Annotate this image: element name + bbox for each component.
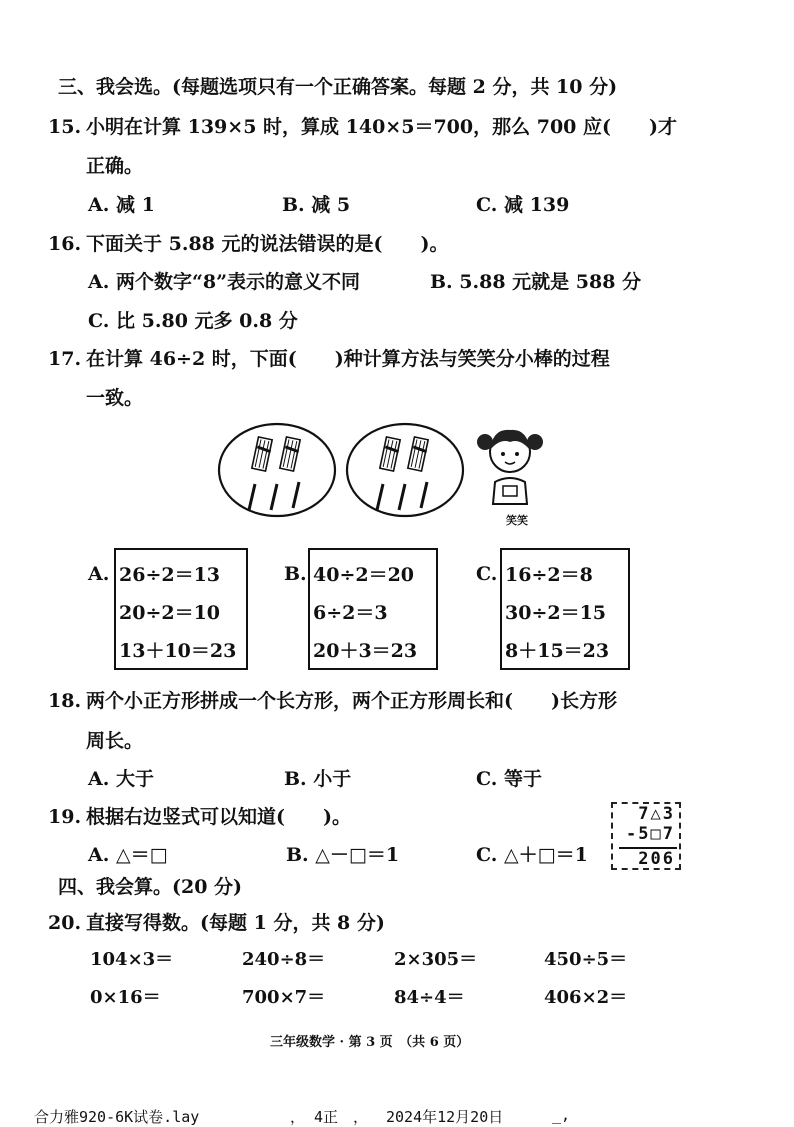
girl-label: 笑笑 bbox=[506, 514, 528, 527]
q17-b-line1: 40÷2＝20 bbox=[313, 564, 415, 586]
calc-item: 2×305＝ bbox=[394, 949, 478, 970]
q17-a-line3: 13＋10＝23 bbox=[119, 640, 237, 662]
single-stick-icon bbox=[399, 484, 405, 510]
vertical-row3: 206 bbox=[638, 849, 675, 869]
calc-item: 0×16＝ bbox=[90, 987, 161, 1008]
stick-bundle-icon bbox=[252, 437, 272, 471]
q17-b-line2: 6÷2＝3 bbox=[313, 602, 388, 624]
calc-item: 406×2＝ bbox=[544, 987, 628, 1008]
q15-number: 15. bbox=[48, 116, 82, 138]
q17-c-line2: 30÷2＝15 bbox=[505, 602, 607, 624]
page-footer: 三年级数学 · 第 3 页 （共 6 页） bbox=[270, 1035, 470, 1050]
calc-item: 240÷8＝ bbox=[242, 949, 326, 970]
stick-bundle-icon bbox=[280, 437, 300, 471]
stick-bundle-icon bbox=[408, 437, 428, 471]
q19-text: 根据右边竖式可以知道( )。 bbox=[86, 806, 351, 828]
calc-item: 104×3＝ bbox=[90, 949, 174, 970]
sticks-illustration bbox=[215, 420, 565, 520]
q15-line2: 正确。 bbox=[86, 155, 144, 177]
q17-b-line3: 20＋3＝23 bbox=[313, 640, 418, 662]
section3-title: 三、我会选。(每题选项只有一个正确答案。每题 2 分，共 10 分) bbox=[58, 76, 618, 98]
q15-option-b: B. 减 5 bbox=[282, 194, 351, 216]
print-mark: ， 4正 ， bbox=[290, 1108, 369, 1126]
q18-option-a: A. 大于 bbox=[88, 768, 154, 790]
q20-line bbox=[48, 908, 385, 935]
q17-option-b-box bbox=[308, 548, 438, 670]
q16-line bbox=[48, 229, 449, 256]
q18-option-b: B. 小于 bbox=[284, 768, 352, 790]
q16-option-a: A. 两个数字“8”表示的意义不同 bbox=[88, 271, 361, 293]
q19-option-b: B. △－□＝1 bbox=[286, 844, 400, 866]
q20-text: 直接写得数。(每题 1 分，共 8 分) bbox=[86, 912, 385, 934]
q19-option-c: C. △＋□＝1 bbox=[476, 844, 588, 866]
stick-bundle-icon bbox=[380, 437, 400, 471]
q15-option-c: C. 减 139 bbox=[476, 194, 570, 216]
q17-line2: 一致。 bbox=[86, 387, 144, 409]
q18-line2: 周长。 bbox=[86, 730, 144, 752]
right-circle-group bbox=[347, 424, 463, 516]
q17-number: 17. bbox=[48, 348, 82, 370]
q18-number: 18. bbox=[48, 690, 82, 712]
q16-text: 下面关于 5.88 元的说法错误的是( )。 bbox=[86, 233, 449, 255]
calc-item: 84÷4＝ bbox=[394, 987, 465, 1008]
left-circle-group bbox=[219, 424, 335, 516]
single-stick-icon bbox=[249, 484, 255, 510]
q17-option-a-label: A. bbox=[88, 563, 110, 585]
calc-item: 700×7＝ bbox=[242, 987, 326, 1008]
q17-c-line3: 8＋15＝23 bbox=[505, 640, 610, 662]
q19-line bbox=[48, 802, 351, 829]
q18-line1 bbox=[48, 686, 617, 713]
q17-line1 bbox=[48, 344, 610, 371]
print-filename: 合力雅920-6K试卷.lay bbox=[34, 1108, 200, 1126]
single-stick-icon bbox=[421, 482, 427, 508]
vertical-row1: 7△3 bbox=[638, 804, 675, 824]
q15-text: 小明在计算 139×5 时，算成 140×5＝700，那么 700 应( )才 bbox=[86, 116, 677, 138]
q16-option-c: C. 比 5.80 元多 0.8 分 bbox=[88, 310, 298, 332]
q16-number: 16. bbox=[48, 233, 82, 255]
section4-title: 四、我会算。(20 分) bbox=[58, 876, 243, 898]
single-stick-icon bbox=[377, 484, 383, 510]
q15-line1 bbox=[48, 112, 677, 139]
q17-text: 在计算 46÷2 时，下面( )种计算方法与笑笑分小棒的过程 bbox=[86, 348, 610, 370]
q17-a-line1: 26÷2＝13 bbox=[119, 564, 221, 586]
q15-option-a: A. 减 1 bbox=[88, 194, 155, 216]
q17-option-a-box bbox=[114, 548, 248, 670]
q17-c-line1: 16÷2＝8 bbox=[505, 564, 593, 586]
single-stick-icon bbox=[271, 484, 277, 510]
vertical-row2: -5□7 bbox=[626, 824, 675, 844]
q17-option-c-label: C. bbox=[476, 563, 498, 585]
girl-icon bbox=[477, 430, 543, 504]
single-stick-icon bbox=[293, 482, 299, 508]
q18-option-c: C. 等于 bbox=[476, 768, 543, 790]
calc-item: 450÷5＝ bbox=[544, 949, 628, 970]
vertical-subtraction bbox=[611, 802, 681, 870]
q20-number: 20. bbox=[48, 912, 82, 934]
q17-option-b-label: B. bbox=[284, 563, 307, 585]
q18-text: 两个小正方形拼成一个长方形，两个正方形周长和( )长方形 bbox=[86, 690, 617, 712]
q17-a-line2: 20÷2＝10 bbox=[119, 602, 221, 624]
q19-number: 19. bbox=[48, 806, 82, 828]
print-tail: _, bbox=[552, 1106, 571, 1124]
q16-option-b: B. 5.88 元就是 588 分 bbox=[430, 271, 642, 293]
q17-option-c-box bbox=[500, 548, 630, 670]
q19-option-a: A. △＝□ bbox=[88, 844, 168, 866]
print-date: 2024年12月20日 bbox=[386, 1108, 504, 1126]
